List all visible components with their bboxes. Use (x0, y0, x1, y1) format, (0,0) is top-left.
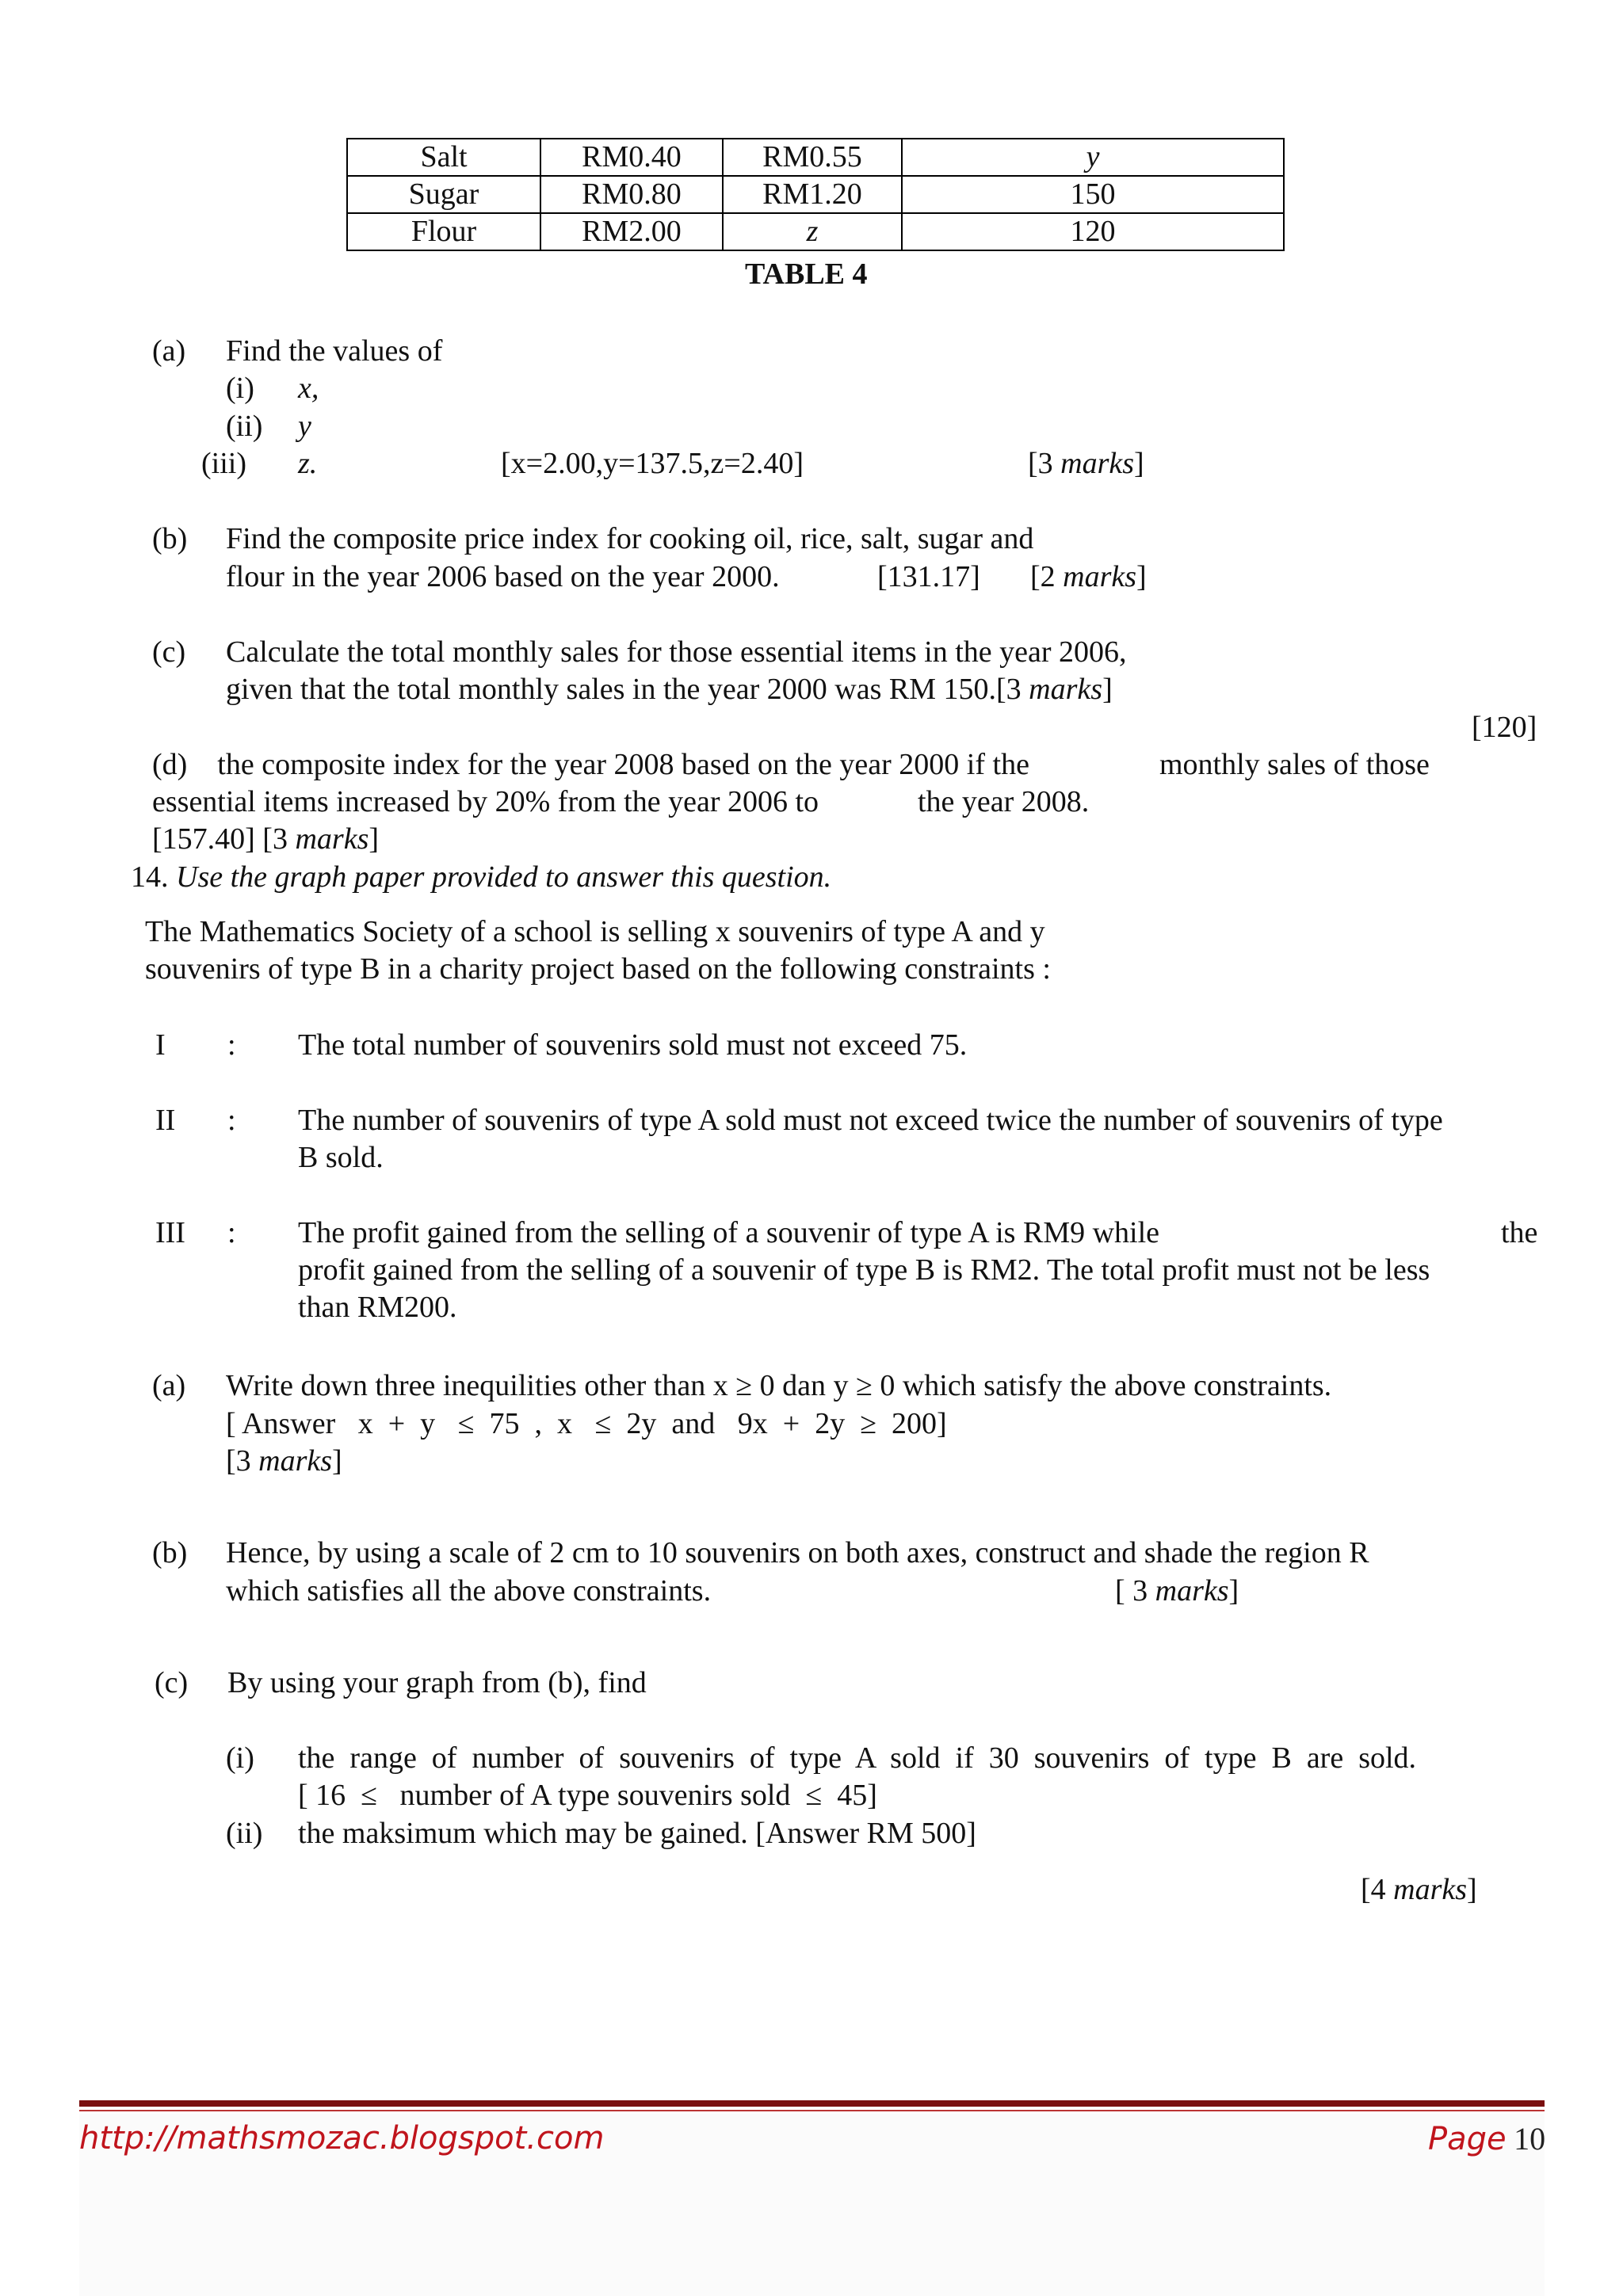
part-b-label: (b) (152, 522, 188, 555)
question-instruction: Use the graph paper provided to answer this question. (176, 860, 832, 894)
table-cell: RM2.00 (540, 213, 723, 250)
part-b-label: (b) (152, 1536, 188, 1569)
question-14-header (131, 859, 831, 896)
marks-open: [3 (1028, 447, 1061, 480)
part-a-text: Find the values of (226, 334, 443, 368)
constraint-label: II (155, 1104, 176, 1137)
marks-word: marks (1155, 1574, 1229, 1608)
marks-open: [3 (226, 1444, 259, 1478)
intro-line1: The Mathematics Society of a school is selling x souvenirs of type A and y (145, 915, 1045, 948)
table-cell: RM0.55 (723, 139, 902, 176)
table-cell: 150 (902, 176, 1284, 213)
marks-label (1361, 1871, 1477, 1909)
constraint-colon: : (227, 1216, 236, 1249)
table-cell: z (723, 213, 902, 250)
table-cell: y (902, 139, 1284, 176)
marks-open: [ 3 (1115, 1574, 1155, 1608)
table-cell: Flour (347, 213, 540, 250)
intro-line2: souvenirs of type B in a charity project based on the following constraints : (145, 952, 1051, 986)
footer-rule (79, 2100, 1545, 2107)
table-cell: RM0.80 (540, 176, 723, 213)
table-cell: RM1.20 (723, 176, 902, 213)
constraint-text-end: the (1501, 1216, 1538, 1249)
marks-close: ] (1228, 1574, 1239, 1608)
constraint-text: The profit gained from the selling of a souvenir of type A is RM9 while (298, 1216, 1160, 1249)
part-b-line2: which satisfies all the above constraints. (226, 1574, 712, 1608)
part-a-line1: Write down three inequilities other than x ≥ 0 dan y ≥ 0 which satisfy the above constraints. (226, 1369, 1332, 1402)
marks-label (1115, 1573, 1239, 1610)
sub-ii-label: (ii) (226, 1817, 263, 1850)
part-c-label: (c) (152, 635, 186, 669)
marks-label (1030, 559, 1147, 596)
constraint-text: profit gained from the selling of a souvenir of type B is RM2. The total profit must not be less (298, 1253, 1430, 1287)
part-d-line3 (152, 821, 379, 858)
part-a-label: (a) (152, 334, 186, 368)
sub-i-label: (i) (226, 1741, 254, 1775)
part-a-label: (a) (152, 1369, 186, 1402)
constraint-text: B sold. (298, 1141, 384, 1174)
marks-word: marks (1060, 447, 1135, 480)
constraint-text: than RM200. (298, 1291, 457, 1324)
constraint-label: I (155, 1028, 166, 1062)
table-row (347, 139, 1284, 176)
part-c-line2-text: given that the total monthly sales in the year 2000 was RM 150.[3 (226, 673, 1029, 706)
table-cell: RM0.40 (540, 139, 723, 176)
sub-iii-label: (iii) (201, 447, 246, 480)
part-d-line2: essential items increased by 20% from the year 2006 to (152, 785, 819, 818)
answer-text: [ 16 ≤ number of A type souvenirs sold ≤ 45] (298, 1779, 877, 1812)
constraint-label: III (155, 1216, 185, 1249)
table-row (347, 176, 1284, 213)
sub-ii-var: y (298, 410, 311, 443)
table-cell: 120 (902, 213, 1284, 250)
marks-label (1028, 445, 1144, 482)
price-table (346, 138, 1285, 251)
page-number: 10 (1514, 2121, 1546, 2157)
constraint-colon: : (227, 1028, 236, 1062)
marks-close: ] (1467, 1873, 1477, 1906)
answer-text: [157.40] [3 (152, 822, 296, 856)
answer-text: [x=2.00,y=137.5,z=2.40] (501, 447, 804, 480)
marks-close: ] (1134, 447, 1144, 480)
sub-ii-label: (ii) (226, 410, 263, 443)
answer-text: [ Answer x + y ≤ 75 , x ≤ 2y and 9x + 2y ≥ 200] (226, 1407, 947, 1440)
marks-open: [4 (1361, 1873, 1394, 1906)
constraint-colon: : (227, 1104, 236, 1137)
marks-word: marks (295, 822, 369, 856)
marks-word: marks (1029, 673, 1103, 706)
table-cell: Salt (347, 139, 540, 176)
sub-i-var: x, (298, 372, 319, 405)
sub-i-label: (i) (226, 372, 254, 405)
part-d-line1-end: monthly sales of those (1159, 748, 1430, 781)
part-d-line1: (d) the composite index for the year 2008 based on the year 2000 if the (152, 748, 1029, 781)
part-c-line1: Calculate the total monthly sales for those essential items in the year 2006, (226, 635, 1127, 669)
table-row (347, 213, 1284, 250)
marks-word: marks (1393, 1873, 1468, 1906)
footer-page-number (1428, 2120, 1545, 2159)
table-caption: TABLE 4 (745, 257, 868, 291)
part-c-label: (c) (155, 1666, 189, 1699)
footer-rule-thin (79, 2110, 1545, 2111)
marks-open: [2 (1030, 560, 1064, 593)
sub-ii-text: the maksimum which may be gained. [Answer RM 500] (298, 1817, 976, 1850)
page-word: Page (1428, 2121, 1507, 2157)
part-c-line1: By using your graph from (b), find (227, 1666, 647, 1699)
answer-text: [120] (1472, 711, 1537, 744)
sub-iii-var: z. (298, 447, 318, 480)
part-c-line2 (226, 671, 1113, 708)
marks-close: ] (369, 822, 380, 856)
table-cell: Sugar (347, 176, 540, 213)
question-number: 14. (131, 860, 169, 894)
part-b-line1: Find the composite price index for cooking oil, rice, salt, sugar and (226, 522, 1034, 555)
constraint-text: The number of souvenirs of type A sold must not exceed twice the number of souvenirs of type (298, 1104, 1443, 1137)
part-b-line1: Hence, by using a scale of 2 cm to 10 souvenirs on both axes, construct and shade the region R (226, 1536, 1369, 1569)
marks-close: ] (332, 1444, 342, 1478)
answer-text: [131.17] (877, 560, 980, 593)
marks-word: marks (1063, 560, 1137, 593)
sub-i-text: the range of number of souvenirs of type A sold if 30 souvenirs of type B are sold. (298, 1741, 1417, 1775)
constraint-text: The total number of souvenirs sold must not exceed 75. (298, 1028, 968, 1062)
marks-label (226, 1443, 342, 1480)
part-b-line2: flour in the year 2006 based on the year 2000. (226, 560, 780, 593)
part-d-line2-end: the year 2008. (918, 785, 1090, 818)
marks-word: marks (258, 1444, 333, 1478)
footer-url-link[interactable]: http://mathsmozac.blogspot.com (79, 2120, 605, 2157)
marks-close: ] (1136, 560, 1147, 593)
marks-close: ] (1102, 673, 1113, 706)
